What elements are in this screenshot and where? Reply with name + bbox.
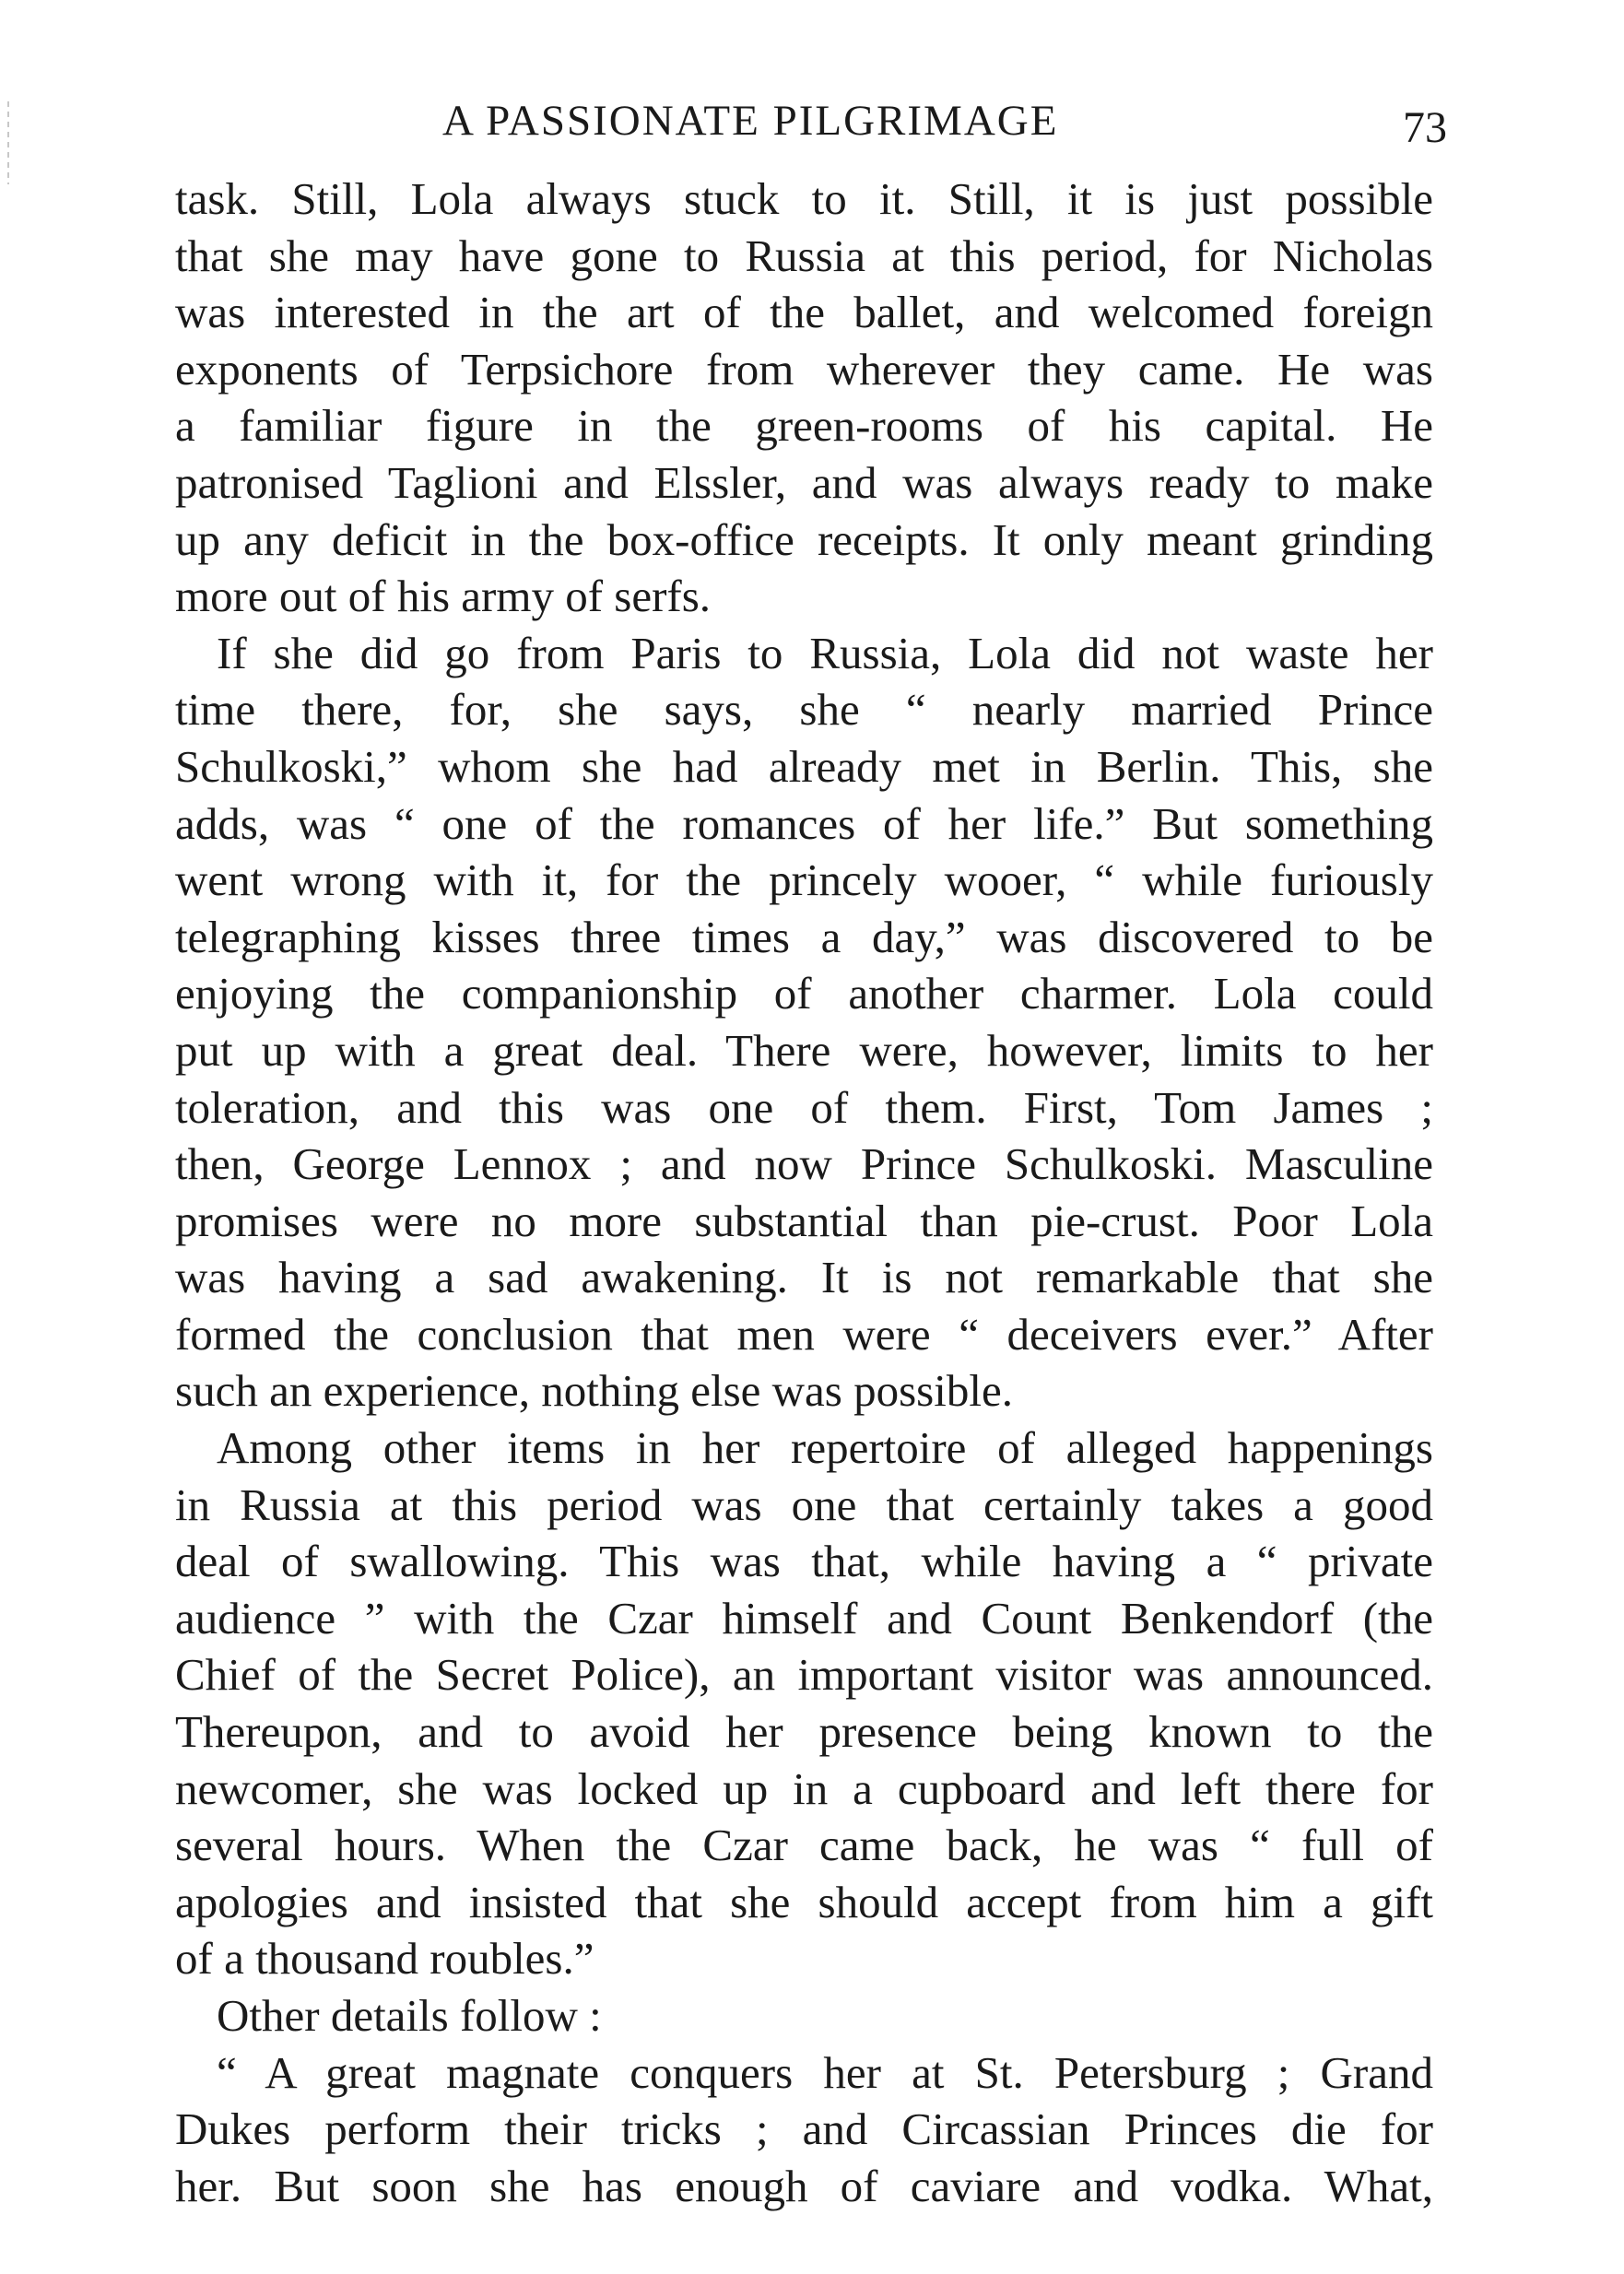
text-line: telegraphing kisses three times a day,” was discovered to be [175, 911, 1433, 962]
text-line: patronised Taglioni and Elssler, and was always ready to make [175, 456, 1433, 508]
page-edge-mark [7, 101, 9, 184]
text-line: deal of swallowing. This was that, while having a “ private [175, 1536, 1433, 1587]
text-line: her. But soon she has enough of caviare and vodka. What, [175, 2160, 1433, 2211]
text-line: was interested in the art of the ballet, and welcomed foreign [175, 287, 1433, 338]
text-line: more out of his army of serfs. [175, 571, 712, 622]
text-line: exponents of Terpsichore from wherever they came. He was [175, 343, 1433, 395]
text-line: “ A great magnate conquers her at St. Petersburg ; Grand [217, 2046, 1433, 2098]
text-line: If she did go from Paris to Russia, Lola did not waste her [217, 627, 1433, 678]
text-line: adds, was “ one of the romances of her life.” But something [175, 797, 1433, 849]
text-line: went wrong with it, for the princely wooer, “ while furiously [175, 854, 1433, 906]
text-line: formed the conclusion that men were “ deceivers ever.” After [175, 1308, 1433, 1360]
text-line: newcomer, she was locked up in a cupboard and left there for [175, 1762, 1433, 1814]
text-line: Other details follow : [217, 1990, 602, 2041]
text-line: was having a sad awakening. It is not remarkable that she [175, 1252, 1433, 1303]
text-line: several hours. When the Czar came back, he was “ full of [175, 1820, 1433, 1871]
text-line: apologies and insisted that she should accept from him a gift [175, 1876, 1433, 1927]
text-line: enjoying the companionship of another charmer. Lola could [175, 968, 1433, 1019]
text-line: a familiar figure in the green-rooms of his capital. He [175, 400, 1433, 452]
page-number: 73 [1403, 103, 1447, 152]
text-line: audience ” with the Czar himself and Count Benkendorf (the [175, 1592, 1433, 1644]
text-line: Schulkoski,” whom she had already met in Berlin. This, she [175, 740, 1433, 792]
running-title: A PASSIONATE PILGRIMAGE [442, 97, 1059, 145]
text-line: that she may have gone to Russia at this period, for Nicholas [175, 230, 1433, 281]
running-head [175, 88, 1447, 153]
text-line: Among other items in her repertoire of alleged happenings [217, 1422, 1433, 1474]
text-line: Chief of the Secret Police), an important visitor was announced. [175, 1649, 1433, 1701]
text-line: task. Still, Lola always stuck to it. Still, it is just possible [175, 173, 1433, 224]
text-line: time there, for, she says, she “ nearly married Prince [175, 684, 1433, 736]
text-line: then, George Lennox ; and now Prince Schulkoski. Masculine [175, 1138, 1433, 1190]
text-line: promises were no more substantial than pie-crust. Poor Lola [175, 1195, 1433, 1246]
text-line: put up with a great deal. There were, however, limits to her [175, 1024, 1433, 1076]
text-line: up any deficit in the box-office receipts. It only meant grinding [175, 513, 1433, 565]
text-line: toleration, and this was one of them. First, Tom James ; [175, 1081, 1433, 1133]
body-text [175, 171, 1433, 2214]
text-line: of a thousand roubles.” [175, 1933, 594, 1985]
text-line: Thereupon, and to avoid her presence being known to the [175, 1706, 1433, 1758]
text-line: Dukes perform their tricks ; and Circassian Princes die for [175, 2103, 1433, 2155]
text-line: in Russia at this period was one that certainly takes a good [175, 1479, 1433, 1530]
text-line: such an experience, nothing else was possible. [175, 1365, 1013, 1417]
